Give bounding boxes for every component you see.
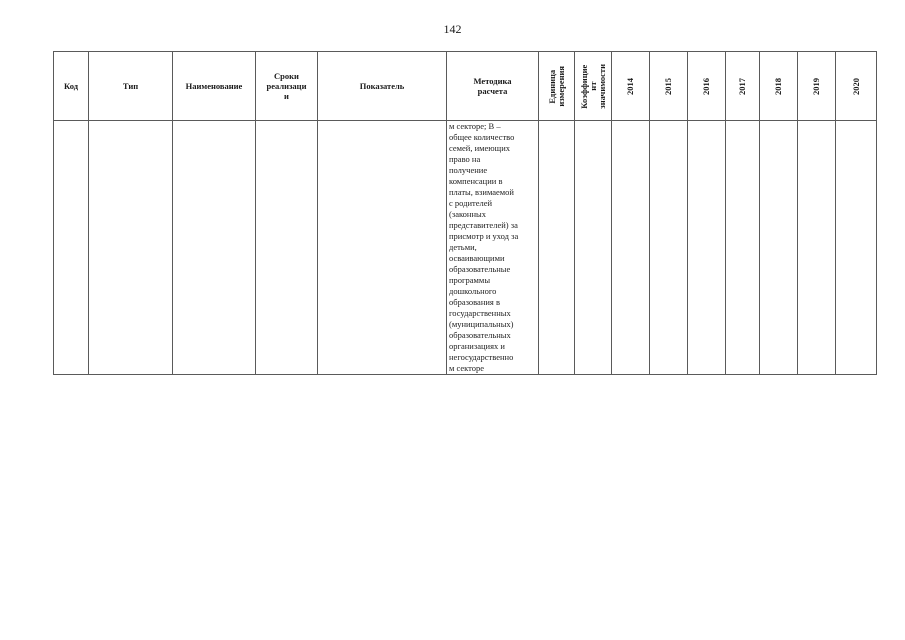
header-year-2020: 2020	[836, 52, 877, 121]
header-edinica: Единица измерения	[539, 52, 575, 121]
cell-kod	[54, 121, 89, 375]
cell-koefficient	[575, 121, 612, 375]
header-naimenovanie: Наименование	[173, 52, 256, 121]
header-pokazatel: Показатель	[318, 52, 447, 121]
header-year-2015: 2015	[650, 52, 688, 121]
indicators-table	[53, 51, 877, 375]
cell-2018	[760, 121, 798, 375]
table-header-row	[54, 52, 877, 121]
header-year-2019: 2019	[798, 52, 836, 121]
header-metodika: Методика расчета	[447, 52, 539, 121]
cell-2014	[612, 121, 650, 375]
header-year-2017: 2017	[726, 52, 760, 121]
header-year-2016: 2016	[688, 52, 726, 121]
cell-2017	[726, 121, 760, 375]
cell-2016	[688, 121, 726, 375]
header-koefficient: Коэффицие нт значимости	[575, 52, 612, 121]
cell-tip	[89, 121, 173, 375]
header-year-2014: 2014	[612, 52, 650, 121]
table-row	[54, 121, 877, 375]
cell-sroki	[256, 121, 318, 375]
cell-pokazatel	[318, 121, 447, 375]
header-tip: Тип	[89, 52, 173, 121]
header-kod: Код	[54, 52, 89, 121]
header-year-2018: 2018	[760, 52, 798, 121]
cell-metodika: м секторе; В – общее количество семей, имеющих право на получение компенсации в платы, взимаемой с родителей (законных представителей) за присмотр и уход за детьми, осваивающими образовательные программы дошкольного образования в государственных (муниципальных) образовательных организациях и негосударственно м секторе	[447, 121, 539, 375]
cell-2015	[650, 121, 688, 375]
cell-naimenovanie	[173, 121, 256, 375]
cell-2019	[798, 121, 836, 375]
cell-edinica	[539, 121, 575, 375]
cell-2020	[836, 121, 877, 375]
page-number: 142	[443, 22, 462, 36]
header-sroki: Сроки реализаци и	[256, 52, 318, 121]
